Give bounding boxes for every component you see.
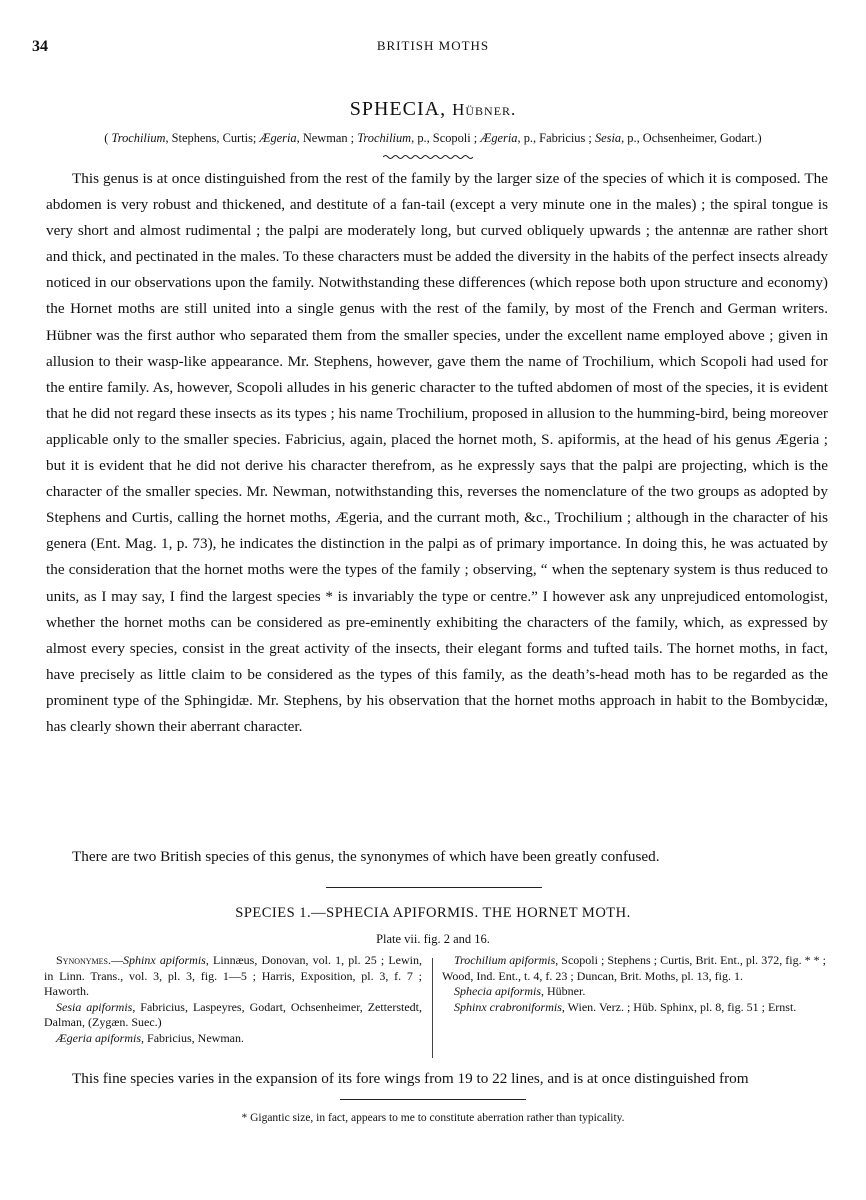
synonym-citation: , Linnæus, Donovan, vol. 1, pl. 25 ; Lewin, in Linn. Trans., vol. 3, pl. 3, fig. 1—5 ; Harris, Exposition, pl. 3, f. 7 ; Haworth. xyxy=(44,953,422,999)
synonym-entry xyxy=(442,984,826,1000)
genus-title xyxy=(0,98,866,121)
page-number: 34 xyxy=(32,38,48,55)
genus-author: Hübner. xyxy=(452,100,517,119)
synonym-name: Sphinx crabroniformis xyxy=(454,999,562,1014)
column-divider xyxy=(432,958,433,1058)
species-description-start: This fine species varies in the expansion of its fore wings from 19 to 22 lines, and is at once distinguished from xyxy=(72,1070,749,1087)
genus-synonym-name: Trochilium xyxy=(111,131,166,145)
synonym-name: Sphecia apiformis xyxy=(454,984,541,999)
body-paragraph-genus-description: This genus is at once distinguished from the rest of the family by the larger size of the species of which it is composed. The abdomen is very robust and thickened, and destitute of a fan-tail (except a very minute one in the males) ; the spiral tongue is very short and almost rudimental ; the palpi are moderately long, but curved obliquely upwards ; the antennæ are rather short and thick, and pectinated in the males. To these characters must be added the diversity in the habits of the perfect insects already noticed in our observations upon the family. Notwithstanding these differences (which repose both upon structure and economy) the Hornet moths are still united into a single genus with the rest of the family, by most of the French and German writers. Hübner was the first author who separated them from the smaller species, under the excellent name employed above ; given in allusion to their wasp-like appearance. Mr. Stephens, however, gave them the name of Trochilium, which Scopoli had used for the entire family. As, however, Scopoli alludes in his generic character to the tufted abdomen of most of the species, it is evident that he did not regard these insects as its types ; his name Trochilium, proposed in allusion to the humming-bird, being moreover applicable only to the smaller species. Fabricius, again, placed the hornet moth, S. apiformis, at the head of his genus Ægeria ; but it is evident that he did not derive his character therefrom, as he expressly says that the palpi are projecting, which is the character of the smaller species. Mr. Newman, notwithstanding this, reverses the nomenclature of the two groups as adopted by Stephens and Curtis, calling the hornet moths, Ægeria, and the currant moth, &c., Trochilium ; although in the character of his genera (Ent. Mag. 1, p. 73), he indicates the distinction in the palpi as of primary importance. In doing this, he was actuated by the consideration that the hornet moths were the types of the family ; observing, “ when the septenary system is thus reduced to units, as I may say, I find the largest species * is invariably the type or centre.” I however ask any unprejudiced entomologist, whether the hornet moths can be considered as pre-eminently exhibiting the characters of the family, which, as expressed by almost every species, consist in the great activity of the insects, their elegant forms and tufted tails. The hornet moths, in fact, have precisely as little claim to be considered as the types of this family, as the death’s-head moth has to be regarded as the prominent type of the Sphingidæ. Mr. Stephens, by his observation that the hornet moths approach in habit to the Bombycidæ, has clearly shown their aberrant character. xyxy=(46,170,828,735)
synonym-name: Trochilium apiformis xyxy=(454,953,556,967)
synonym-citation: , Fabricius, Newman. xyxy=(141,1030,244,1045)
synonym-name: Ægeria apiformis xyxy=(56,1030,142,1045)
synonym-citation: , Hübner. xyxy=(541,984,586,999)
synonym-entry xyxy=(44,1000,422,1031)
synonym-citation: , Scopoli ; Stephens ; Curtis, Brit. Ent., pl. 372, fig. * * ; Wood, Ind. Ent., t. 4, f. 23 ; Duncan, Brit. Moths, pl. 13, fig. 1. xyxy=(442,953,826,983)
synonym-entry xyxy=(442,1000,826,1016)
genus-synonym-authors: , Newman ; xyxy=(296,131,358,145)
synonym-entry xyxy=(442,953,826,984)
synonym-name: Sesia apiformis xyxy=(56,999,133,1014)
running-title: BRITISH MOTHS xyxy=(376,38,490,53)
genus-synonyms: ( Trochilium, Stephens, Curtis; Ægeria, Newman ; Trochilium, p., Scopoli ; Ægeria, p., Fabricius ; Sesia, p., Ochsenheimer, Godart.) xyxy=(104,131,762,145)
synonym-entry xyxy=(44,1031,422,1047)
footnote-rule xyxy=(340,1099,526,1100)
genus-name: SPHECIA, xyxy=(349,98,447,120)
genus-synonym-authors: , Stephens, Curtis; xyxy=(165,131,260,145)
body-paragraph-species-count: There are two British species of this genus, the synonymes of which have been greatly confused. xyxy=(72,848,660,865)
synonym-citation: , Fabricius, Laspeyres, Godart, Ochsenheimer, Zetterstedt, Dalman, (Zygæn. Suec.) xyxy=(44,999,422,1030)
genus-synonym-authors: , p., Fabricius ; xyxy=(517,131,595,145)
genus-synonym-name: Ægeria xyxy=(480,131,518,145)
wavy-rule-ornament xyxy=(383,152,473,162)
synonyms-column-left xyxy=(44,953,422,1047)
genus-synonym-name: Ægeria xyxy=(259,131,297,145)
genus-synonym-authors: , p., Ochsenheimer, Godart. xyxy=(621,131,758,145)
plate-reference: Plate vii. fig. 2 and 16. xyxy=(376,932,490,946)
genus-synonym-name: Sesia xyxy=(594,131,622,145)
genus-synonym-authors: , p., Scopoli ; xyxy=(411,131,481,145)
species-heading: SPECIES 1.—SPHECIA APIFORMIS. THE HORNET MOTH. xyxy=(235,905,631,921)
synonym-citation: , Wien. Verz. ; Hüb. Sphinx, pl. 8, fig. 51 ; Ernst. xyxy=(561,999,797,1014)
synonym-name: Sphinx apiformis xyxy=(123,953,206,967)
synonym-entry xyxy=(44,953,422,1000)
synonyms-label: Synonymes.— xyxy=(56,953,124,967)
genus-synonym-name: Trochilium xyxy=(357,131,412,145)
synonyms-column-right xyxy=(442,953,826,1015)
footnote: * Gigantic size, in fact, appears to me to constitute aberration rather than typicality. xyxy=(241,1112,625,1124)
section-divider xyxy=(326,887,542,888)
